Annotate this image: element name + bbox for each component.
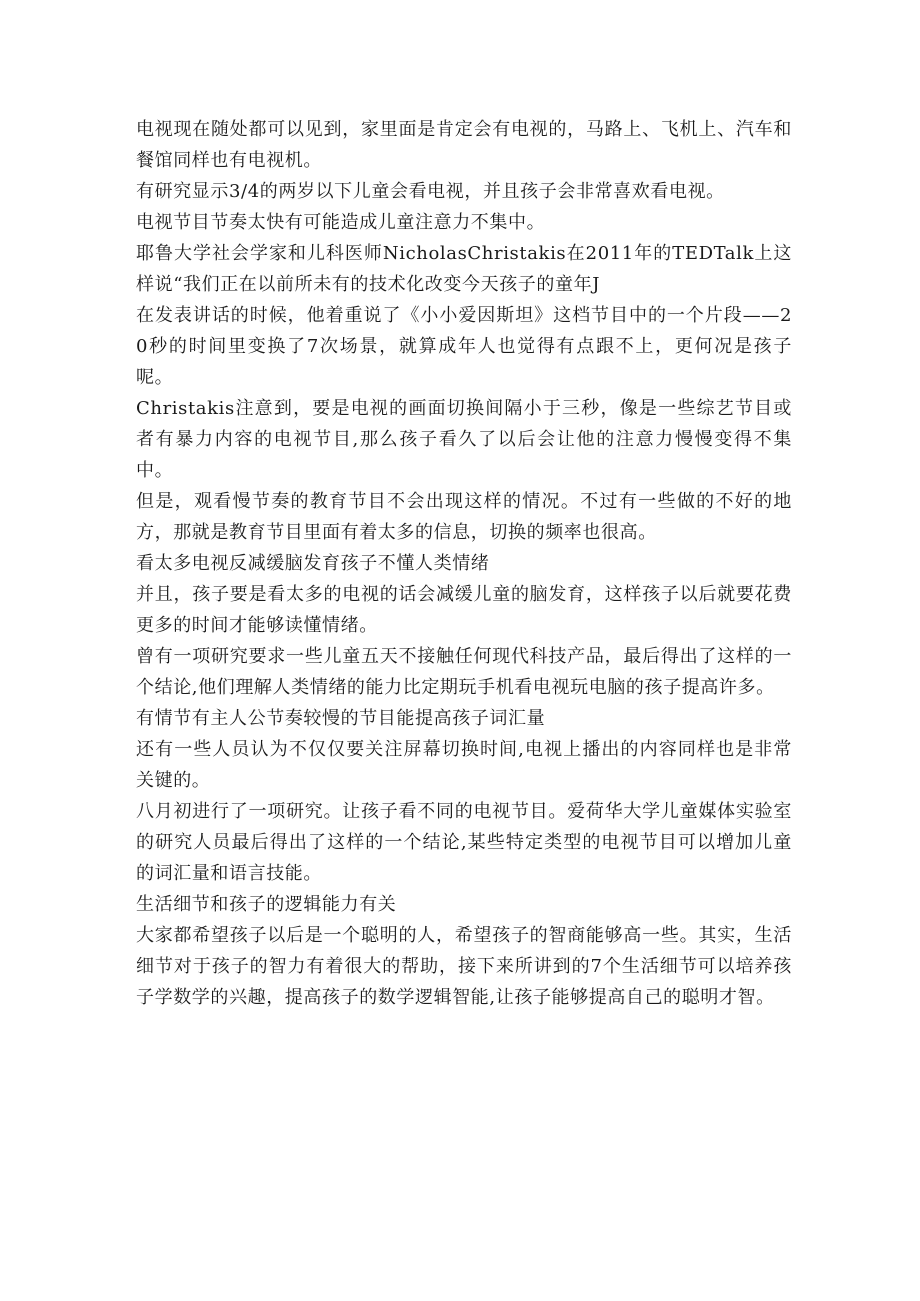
paragraph-content-matters: 还有一些人员认为不仅仅要关注屏幕切换时间,电视上播出的内容同样也是非常关键的。 <box>136 739 792 791</box>
paragraph-slow-education: 但是，观看慢节奏的教育节目不会出现这样的情况。不过有一些做的不好的地方，那就是教育节目里面有着太多的信息，切换的频率也很高。 <box>136 491 792 543</box>
heading-brain-development: 看太多电视反减缓脑发育孩子不懂人类情绪 <box>136 553 490 574</box>
heading-vocabulary: 有情节有主人公节奏较慢的节目能提高孩子词汇量 <box>136 708 546 729</box>
document-body <box>136 114 792 1013</box>
heading-logic-ability: 生活细节和孩子的逻辑能力有关 <box>136 894 397 915</box>
paragraph-iowa-study: 八月初进行了一项研究。让孩子看不同的电视节目。爱荷华大学儿童媒体实验室的研究人员最后得出了这样的一个结论,某些特定类型的电视节目可以增加儿童的词汇量和语言技能。 <box>136 801 792 884</box>
paragraph-little-einstein: 在发表讲话的时候，他着重说了《小小爱因斯坦》这档节目中的一个片段——20秒的时间里变换了7次场景，就算成年人也觉得有点跟不上，更何况是孩子呢。 <box>136 305 792 388</box>
heading-attention: 电视节目节奏太快有可能造成儿童注意力不集中。 <box>136 212 546 233</box>
paragraph-yale-tedtalk: 耶鲁大学社会学家和儿科医师NicholasChristakis在2011年的TEDTalk上这样说“我们正在以前所未有的技术化改变今天孩子的童年J <box>136 243 792 295</box>
paragraph-slow-brain: 并且，孩子要是看太多的电视的话会减缓儿童的脑发育，这样孩子以后就要花费更多的时间才能够读懂情绪。 <box>136 584 792 636</box>
paragraph-christakis-notice: Christakis注意到，要是电视的画面切换间隔小于三秒，像是一些综艺节目或者有暴力内容的电视节目,那么孩子看久了以后会让他的注意力慢慢变得不集中。 <box>136 398 792 481</box>
paragraph-five-days-study: 曾有一项研究要求一些儿童五天不接触任何现代科技产品，最后得出了这样的一个结论,他们理解人类情绪的能力比定期玩手机看电视玩电脑的孩子提高许多。 <box>136 646 792 698</box>
paragraph-life-details: 大家都希望孩子以后是一个聪明的人，希望孩子的智商能够高一些。其实，生活细节对于孩子的智力有着很大的帮助，接下来所讲到的7个生活细节可以培养孩子学数学的兴趣，提高孩子的数学逻辑智能,让孩子能够提高自己的聪明才智。 <box>136 925 792 1008</box>
paragraph-tv-everywhere: 电视现在随处都可以见到，家里面是肯定会有电视的，马路上、飞机上、汽车和餐馆同样也有电视机。 <box>136 119 792 171</box>
paragraph-research-stat: 有研究显示3/4的两岁以下儿童会看电视，并且孩子会非常喜欢看电视。 <box>136 181 725 202</box>
